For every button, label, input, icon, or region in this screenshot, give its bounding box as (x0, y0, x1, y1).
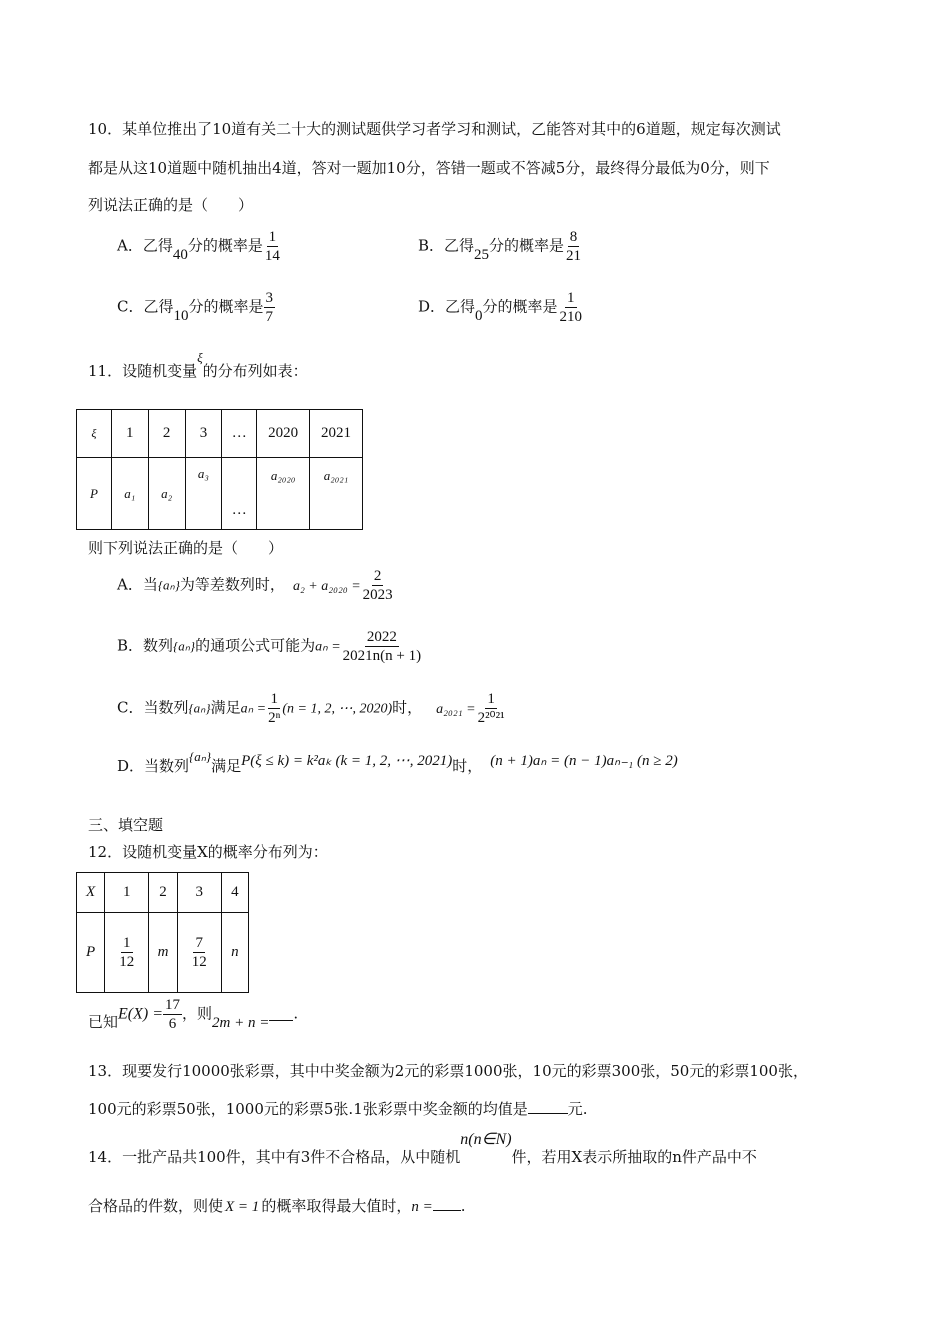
q10-line3: 列说法正确的是（ ） (88, 196, 254, 214)
q11-option-c: C．当数列{aₙ}满足aₙ = $\frac{1}{\text{2ⁿ}}$ (n = 1, 2, ⋯, 2020)时， a₂₀₂₁ = $\frac{1}{\text{2²⁰²¹}}$ (117, 691, 505, 726)
q12-table-cell: m (149, 913, 177, 993)
q12-table-cell: 3 (177, 873, 221, 913)
q12-table-cell: 2 (149, 873, 177, 913)
q12-table-cell: 4 (221, 873, 248, 913)
q11-table-label: P (77, 458, 112, 530)
q12-table-label: P (77, 913, 105, 993)
q12-stem: 12．设随机变量X的概率分布列为： (88, 843, 328, 861)
q11-table-cell: a₂₀₂₀ (257, 458, 310, 530)
q13-answer-blank[interactable] (528, 1113, 568, 1114)
q11-table-cell: 1 (111, 410, 148, 458)
q12-table-cell: $\frac{7}{12}$ (177, 913, 221, 993)
q11-table-cell: … (222, 458, 257, 530)
q10-option-d: D．乙得0分的概率是 $\frac{1}{210}$ (418, 290, 583, 325)
q11-table-header: ξ (77, 410, 112, 458)
q10-line2: 都是从这10道题中随机抽出4道，答对一题加10分，答错一题或不答减5分，最终得分最低为0分，则下 (88, 159, 770, 177)
q10-option-a: A．乙得40分的概率是 $\frac{1}{14}$ (117, 229, 280, 264)
q10-option-c: C．乙得10分的概率是 $\frac{3}{7}$ (117, 290, 273, 325)
q14-line2: 合格品的件数，则使 X = 1 的概率取得最大值时，n = . (88, 1197, 466, 1215)
q12-table-header: X (77, 873, 105, 913)
q12-table-cell: n (221, 913, 248, 993)
q11-option-a: A．当{aₙ}为等差数列时， a₂ + a₂₀₂₀ = $\frac{2}{2023}$ (117, 568, 393, 603)
q13-line1: 13．现要发行10000张彩票，其中中奖金额为2元的彩票1000张，10元的彩票300张，50元的彩票100张， (88, 1062, 808, 1080)
q12-table-cell: 1 (105, 873, 149, 913)
q11-table-cell: a₁ (111, 458, 148, 530)
q14-answer-blank[interactable] (433, 1210, 461, 1211)
q11-distribution-table (76, 409, 363, 530)
q11-table-cell: a₂₀₂₁ (310, 458, 363, 530)
q11-table-cell: a₂ (148, 458, 185, 530)
q12-distribution-table (76, 872, 249, 993)
q11-stem: 11．设随机变量ξ的分布列如表： (88, 350, 308, 380)
q14-line1: 14．一批产品共100件，其中有3件不合格品，从中随机n(n∈N)件，若用X表示所抽取的n件产品中不 (88, 1131, 757, 1166)
q11-question: 则下列说法正确的是（ ） (88, 539, 284, 557)
q11-table-cell: 2 (148, 410, 185, 458)
q11-table-cell: … (222, 410, 257, 458)
q12-answer-blank[interactable] (269, 1020, 293, 1021)
q10-line1: 10．某单位推出了10道有关二十大的测试题供学习者学习和测试，乙能答对其中的6道题，规定每次测试 (88, 120, 781, 138)
q11-table-cell: 3 (185, 410, 222, 458)
q11-option-b: B．数列{aₙ}的通项公式可能为aₙ = $\frac{2022}{2021n(n + 1)}$ (117, 629, 422, 664)
q12-table-cell: $\frac{1}{12}$ (105, 913, 149, 993)
section-heading: 三、填空题 (88, 816, 164, 834)
q10-option-b: B．乙得25分的概率是 $\frac{8}{21}$ (418, 229, 582, 264)
q11-table-cell: 2020 (257, 410, 310, 458)
q11-table-cell: a₃ (185, 458, 222, 530)
q12-known: 已知E(X) = $\frac{17}{6}$ ，则2m + n = . (88, 997, 299, 1032)
q11-option-d: D．当数列{aₙ}满足P(ξ ≤ k) = k²aₖ (k = 1, 2, ⋯, 2021)时， (n + 1)aₙ = (n − 1)aₙ₋₁ (n ≥ 2) (117, 749, 678, 775)
q11-table-cell: 2021 (310, 410, 363, 458)
q13-line2: 100元的彩票50张，1000元的彩票5张.1张彩票中奖金额的均值是 元. (88, 1100, 588, 1118)
